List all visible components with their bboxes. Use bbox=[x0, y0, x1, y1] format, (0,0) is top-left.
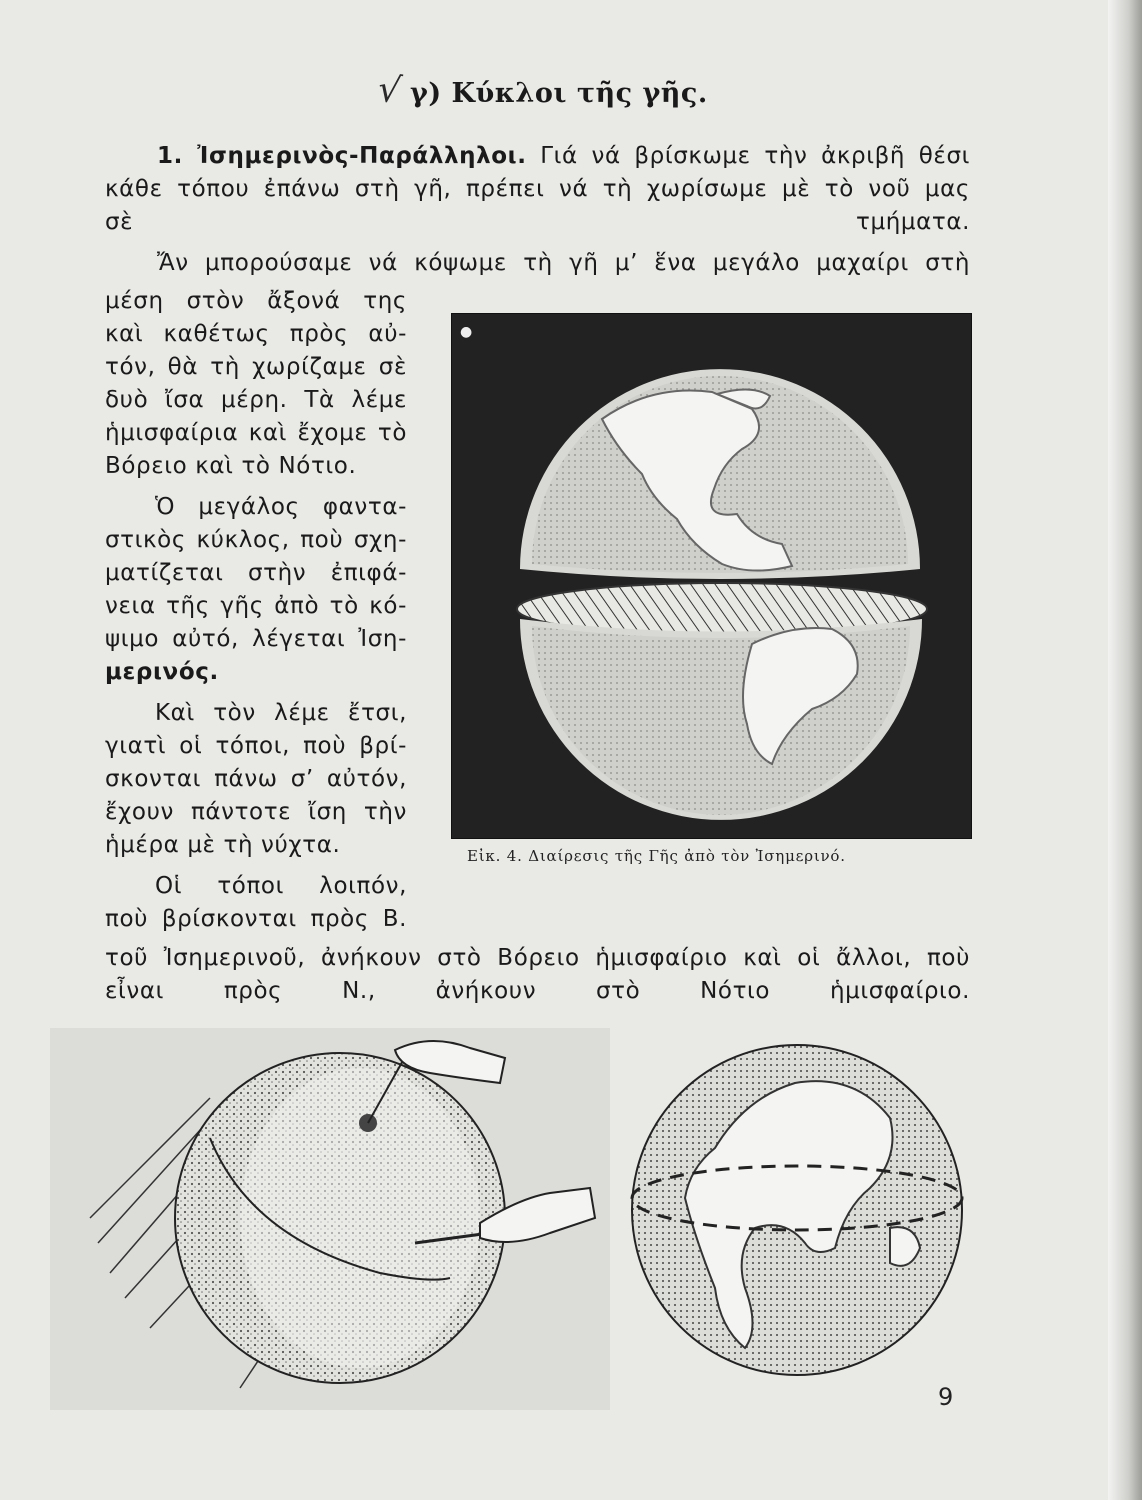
column-line: ποὺ βρίσκονται πρὸς Β. bbox=[105, 906, 407, 932]
paragraph-1-line-1-text: Γιά νά βρίσκωμε τὴν ἀκριβῆ θέσι bbox=[540, 143, 971, 169]
bottom-paragraph bbox=[105, 942, 970, 1008]
column-line: ψιμο αὐτό, λέγεται Ἰση- bbox=[105, 626, 407, 652]
figure-4-hemispheres bbox=[451, 313, 972, 839]
bottom-line-2: εἶναι πρὸς Ν., ἀνήκουν στὸ Νότιο ἡμισφαίριο. bbox=[105, 978, 970, 1004]
column-line: στικὸς κύκλος, ποὺ σχη- bbox=[105, 527, 407, 553]
page-number: 9 bbox=[938, 1383, 954, 1411]
orange-highlight bbox=[240, 1068, 480, 1368]
column-line: ἡμέρα μὲ τὴ νύχτα. bbox=[105, 832, 341, 858]
globe-equator-illustration bbox=[625, 1038, 970, 1383]
check-mark: √ bbox=[375, 68, 404, 113]
left-column-text bbox=[105, 285, 407, 936]
column-line: Ὁ μεγάλος φαντα- bbox=[155, 494, 407, 520]
paragraph-1-line-2: κάθε τόπου ἐπάνω στὴ γῆ, πρέπει νά τὴ χωρίσωμε μὲ τὸ νοῦ μας bbox=[105, 176, 970, 202]
column-line: μερινός. bbox=[105, 659, 219, 685]
column-line: νεια τῆς γῆς ἀπὸ τὸ κό- bbox=[105, 593, 407, 619]
column-line: Βόρειο καὶ τὸ Νότιο. bbox=[105, 453, 357, 479]
column-line: γιατὶ οἱ τόποι, ποὺ βρί- bbox=[105, 733, 407, 759]
page-edge bbox=[1108, 0, 1142, 1500]
column-line: σκονται πάνω σ’ αὐτόν, bbox=[105, 766, 407, 792]
column-line: ἡμισφαίρια καὶ ἔχομε τὸ bbox=[105, 420, 407, 446]
paragraph-1 bbox=[105, 140, 970, 280]
column-line: Καὶ τὸν λέμε ἔτσι, bbox=[155, 700, 407, 726]
figure-4-caption: Εἰκ. 4. Διαίρεσις τῆς Γῆς ἀπὸ τὸν Ἰσημερινό. bbox=[467, 847, 846, 865]
paragraph-2-line-1: Ἄν μπορούσαμε νά κόψωμε τὴ γῆ μ’ ἕνα μεγάλο μαχαίρι στὴ bbox=[157, 250, 970, 276]
column-line: ματίζεται στὴν ἐπιφά- bbox=[105, 560, 407, 586]
hemispheres-illustration bbox=[452, 314, 971, 838]
column-line: μέση στὸν ἄξονά της bbox=[105, 288, 407, 314]
paragraph-1-line-3: σὲ τμήματα. bbox=[105, 209, 970, 235]
bottom-line-1: τοῦ Ἰσημερινοῦ, ἀνήκουν στὸ Βόρειο ἡμισφαίριο καὶ οἱ ἄλλοι, ποὺ bbox=[105, 945, 970, 971]
column-line: καὶ καθέτως πρὸς αὐ- bbox=[105, 321, 407, 347]
paragraph-1-title: 1. Ἰσημερινὸς-Παράλληλοι. bbox=[157, 143, 527, 169]
column-line: δυὸ ἴσα μέρη. Τὰ λέμε bbox=[105, 387, 407, 413]
orange-cutting-illustration bbox=[50, 1028, 610, 1410]
globe-drawing bbox=[625, 1038, 970, 1383]
section-heading: γ) Κύκλοι τῆς γῆς. bbox=[410, 78, 708, 109]
column-line: Οἱ τόποι λοιπόν, bbox=[155, 873, 407, 899]
column-line: ἔχουν πάντοτε ἴση τὴν bbox=[105, 799, 407, 825]
orange-drawing bbox=[50, 1028, 610, 1410]
column-line: τόν, θὰ τὴ χωρίζαμε σὲ bbox=[105, 354, 407, 380]
paragraph-1-line-1 bbox=[105, 140, 970, 173]
corner-mark: ● bbox=[460, 324, 473, 340]
